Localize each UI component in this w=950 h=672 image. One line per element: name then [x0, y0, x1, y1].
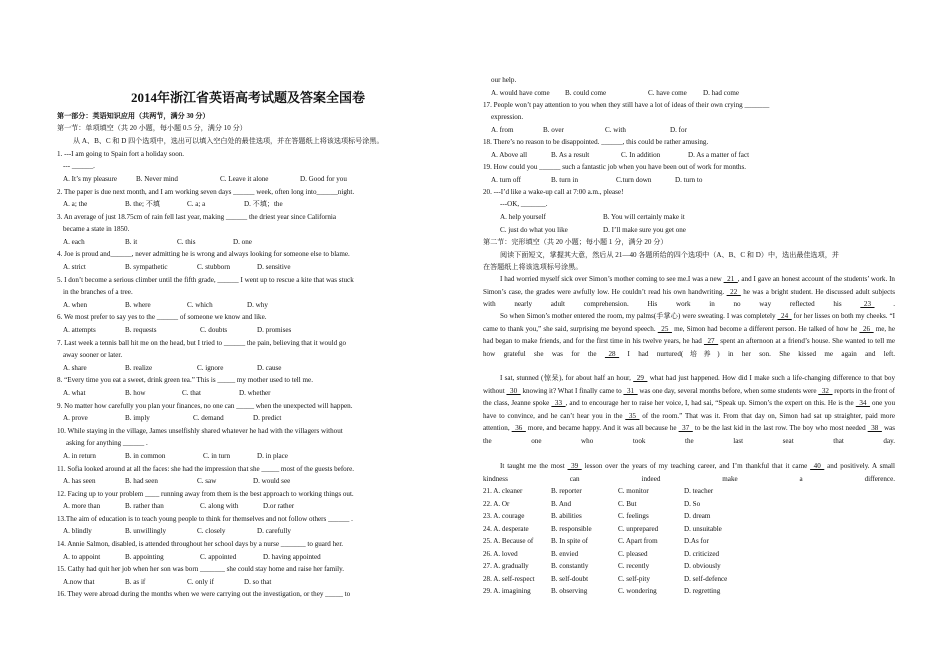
option[interactable]: C. recently — [618, 562, 650, 570]
option[interactable]: C. in turn — [203, 452, 230, 460]
question-17-line2: expression. — [491, 113, 524, 121]
option[interactable]: C. along with — [200, 502, 239, 510]
blank-27[interactable]: 27 — [703, 337, 719, 345]
passage-paragraph-4: It taught me the most 39 lesson over the years of my teaching career, and I’m thankful that it came 40 and positively. A small kindness can indeed make a difference. — [483, 462, 895, 483]
option[interactable]: C. wondering — [618, 587, 657, 595]
blank-32[interactable]: 32 — [818, 386, 833, 395]
question-11: 11. Sofia looked around at all the faces: she had the impression that she _____ most of the guests before. — [57, 465, 355, 473]
question-20: 20. ---I’d like a wake-up call at 7:00 a.m., please! — [483, 188, 624, 196]
option[interactable]: B. could come — [565, 89, 607, 97]
option[interactable]: A. when — [63, 301, 88, 309]
question-10: 10. While staying in the village, James unselfishly shared whatever he had with the villagers without — [57, 427, 343, 435]
option[interactable]: B. abilities — [551, 512, 582, 520]
option[interactable]: C. appointed — [200, 553, 237, 561]
option[interactable]: B. turn in — [551, 176, 578, 184]
option[interactable]: D. turn to — [675, 176, 703, 184]
option[interactable]: C. a; a — [187, 200, 206, 208]
option[interactable]: D. 不填；the — [244, 200, 283, 208]
option[interactable]: C.turn down — [616, 176, 652, 184]
option[interactable]: D. dream — [684, 512, 711, 520]
question-2: 2. The paper is due next month, and I am working seven days ______ week, often long into______night. — [57, 188, 355, 196]
option[interactable]: 27. A. gradually — [483, 562, 529, 570]
section2-instruction-line2: 在答题纸上将该选项标号涂黑。 — [483, 263, 583, 271]
blank-29[interactable]: 29 — [633, 374, 648, 382]
option[interactable]: C. But — [618, 500, 637, 508]
option[interactable]: C. In addition — [621, 151, 661, 159]
option[interactable]: B. had seen — [125, 477, 158, 485]
blank-38[interactable]: 38 — [867, 424, 882, 432]
option[interactable]: C. have come — [648, 89, 687, 97]
question-16-continued: our help. — [491, 76, 517, 84]
question-18: 18. There’s no reason to be disappointed. ______, this could be rather amusing. — [483, 138, 709, 146]
option[interactable]: D. why — [247, 301, 268, 309]
blank-28[interactable]: 28 — [604, 349, 620, 358]
blank-24[interactable]: 24 — [777, 312, 792, 320]
option[interactable]: B. in common — [125, 452, 166, 460]
option[interactable]: C. ignore — [197, 364, 224, 372]
option[interactable]: C. Apart from — [618, 537, 658, 545]
option[interactable]: B. realize — [125, 364, 153, 372]
section2-heading: 第二节：完形填空（共 20 小题；每小题 1 分，满分 20 分） — [483, 238, 668, 246]
blank-34[interactable]: 34 — [855, 399, 870, 407]
question-16: 16. They were abroad during the months when we were carrying out the investigation, or they _____ to — [57, 590, 351, 598]
option[interactable]: D. unsuitable — [684, 525, 722, 533]
question-5-line2: in the branches of a tree. — [63, 288, 133, 296]
option[interactable]: C. with — [605, 126, 626, 134]
question-20-line2: ---OK, _______. — [500, 200, 548, 208]
option[interactable]: C. monitor — [618, 487, 649, 495]
option[interactable]: B. over — [543, 126, 564, 134]
option[interactable]: A. Above all — [491, 151, 528, 159]
option[interactable]: 26. A. loved — [483, 550, 518, 558]
blank-40[interactable]: 40 — [810, 462, 825, 470]
option[interactable]: D. So — [684, 500, 701, 508]
blank-26[interactable]: 26 — [859, 324, 874, 333]
question-3-line2: became a state in 1850. — [63, 225, 130, 233]
option[interactable]: C. doubts — [200, 326, 228, 334]
option[interactable]: C. stubborn — [197, 263, 231, 271]
option[interactable]: A. in return — [63, 452, 96, 460]
question-4: 4. Joe is proud and______, never admitting he is wrong and always looking for someone else to blame. — [57, 250, 350, 258]
option[interactable]: 24. A. desperate — [483, 525, 529, 533]
blank-33[interactable]: 33 — [551, 399, 566, 407]
option[interactable]: B. reporter — [551, 487, 582, 495]
option[interactable]: A. from — [491, 126, 514, 134]
option[interactable]: D. predict — [253, 414, 282, 422]
question-12: 12. Facing up to your problem ____ running away from them is the best approach to working things out. — [57, 490, 354, 498]
blank-31[interactable]: 31 — [623, 386, 638, 395]
option[interactable]: D. As a matter of fact — [688, 151, 750, 159]
option[interactable]: C. only if — [187, 578, 214, 586]
option[interactable]: D. having appointed — [263, 553, 321, 561]
part1-heading: 第一部分：英语知识应用（共两节，满分 30 分） — [57, 112, 210, 120]
option[interactable]: B. Never mind — [136, 175, 178, 183]
option[interactable]: B. it — [125, 238, 138, 246]
option[interactable]: D. so that — [244, 578, 272, 586]
option[interactable]: 29. A. imagining — [483, 587, 531, 595]
option[interactable]: B. where — [125, 301, 151, 309]
option[interactable]: 21. A. cleaner — [483, 487, 523, 495]
option[interactable]: B. envied — [551, 550, 579, 558]
option[interactable]: 28. A. self-respect — [483, 575, 535, 583]
option[interactable]: B. And — [551, 500, 572, 508]
blank-36[interactable]: 36 — [511, 424, 526, 432]
option[interactable]: B. self-doubt — [551, 575, 589, 583]
option[interactable]: 22. A. Or — [483, 500, 510, 508]
option[interactable]: C. saw — [197, 477, 217, 485]
blank-23[interactable]: 23 — [860, 300, 875, 308]
blank-22[interactable]: 22 — [726, 287, 741, 296]
option[interactable]: B. appointing — [125, 553, 164, 561]
option[interactable]: B. how — [125, 389, 146, 397]
section1-instruction: 从 A、B、C 和 D 四个选项中，选出可以填入空白处的最佳选项，并在答题纸上将该选项标号涂黑。 — [73, 137, 384, 145]
option[interactable]: A. a; the — [63, 200, 88, 208]
option[interactable]: D. cause — [257, 364, 282, 372]
option[interactable]: B. As a result — [551, 151, 590, 159]
blank-21[interactable]: 21 — [723, 275, 738, 283]
option[interactable]: D. teacher — [684, 487, 714, 495]
option[interactable]: A. more than — [63, 502, 101, 510]
section1-heading: 第一节：单项填空（共 20 小题，每小题 0.5 分，满分 10 分） — [57, 124, 247, 132]
option[interactable]: D. whether — [239, 389, 271, 397]
option[interactable]: D. one — [233, 238, 252, 246]
option[interactable]: B. You will certainly make it — [603, 213, 685, 221]
question-19: 19. How could you ______ such a fantastic job when you have been out of work for months. — [483, 163, 747, 171]
option[interactable]: C. which — [187, 301, 213, 309]
option[interactable]: B. unwillingly — [125, 527, 166, 535]
option[interactable]: B. requests — [125, 326, 157, 334]
option[interactable]: D. obviously — [684, 562, 721, 570]
option[interactable]: A. share — [63, 364, 87, 372]
option[interactable]: D. for — [670, 126, 687, 134]
option[interactable]: A. It’s my pleasure — [63, 175, 117, 183]
question-17: 17. People won’t pay attention to you when they still have a lot of ideas of their own crying _______ — [483, 101, 770, 109]
option[interactable]: B. constantly — [551, 562, 589, 570]
option[interactable]: C. self-pity — [618, 575, 650, 583]
passage-paragraph-2: So when Simon’s mother entered the room, my palms(手掌心) were sweating. I was completely 24 for her lisses on both my cheeks. “I came to thank you,” she said, surprising me beyond speech. 25 me, Simon had become a different person. He talked of how he 26 me, he had began to make friends, and for the first time in his twelve years, he had 27 spent an afternoon at a friend’s house. She wanted to tell me how grateful she was for the 28 I had nurtured(培养) in her son. She kissed me again and left. — [483, 312, 896, 358]
question-5: 5. I don’t become a serious climber until the fifth grade, ______ I went up to rescue a kite that was stuck — [57, 276, 354, 284]
option[interactable]: C. unprepared — [618, 525, 659, 533]
option[interactable]: B. sympathetic — [125, 263, 168, 271]
page-title: 2014年浙江省英语高考试题及答案全国卷 — [130, 90, 365, 105]
option[interactable]: A. each — [63, 238, 85, 246]
option[interactable]: A. turn off — [491, 176, 522, 184]
option[interactable]: D. in place — [257, 452, 288, 460]
question-3: 3. An average of just 18.75cm of rain fell last year, making ______ the driest year since California — [57, 213, 337, 221]
option[interactable]: A. prove — [63, 414, 88, 422]
question-14: 14. Annie Salmon, disabled, is attended throughout her school days by a nurse _______ to guard her. — [57, 540, 344, 548]
option[interactable]: D. carefully — [257, 527, 291, 535]
option[interactable]: 25. A. Because of — [483, 537, 534, 545]
option[interactable]: C. that — [182, 389, 201, 397]
option[interactable]: B. imply — [125, 414, 150, 422]
option[interactable]: D. sensitive — [257, 263, 291, 271]
option[interactable]: A. strict — [63, 263, 86, 271]
option[interactable]: D.As for — [684, 537, 709, 545]
option[interactable]: C. feelings — [618, 512, 649, 520]
option[interactable]: C. pleased — [618, 550, 648, 558]
blank-37[interactable]: 37 — [678, 424, 693, 432]
option[interactable]: D. self-defence — [684, 575, 728, 583]
option[interactable]: A. what — [63, 389, 86, 397]
option[interactable]: D. had come — [703, 89, 740, 97]
option[interactable]: A. help yourself — [500, 213, 546, 221]
question-7-line2: away sooner or later. — [63, 351, 123, 359]
option[interactable]: B. responsible — [551, 525, 592, 533]
question-8: 8. “Every time you eat a sweet, drink green tea.” This is _____ my mother used to tell me. — [57, 376, 313, 384]
question-1: 1. ---I am going to Spain fort a holiday soon. — [57, 150, 185, 158]
question-7: 7. Last week a tennis ball hit me on the head, but I tried to ______ the pain, believing that it would go — [57, 339, 347, 347]
blank-35[interactable]: 35 — [625, 411, 640, 420]
question-1-line2: --- ______. — [63, 162, 95, 170]
blank-30[interactable]: 30 — [506, 386, 521, 395]
question-13: 13.The aim of education is to teach young people to think for themselves and not follow others ______ . — [57, 515, 353, 523]
option[interactable]: D. I’ll make sure you get one — [603, 226, 686, 234]
passage-paragraph-3: I sat, stunned (惊呆), for about half an hour, 29 what had just happened. How did I make such a life-changing difference to that boy without 30 knowing it? What I finally came to 31 was one day, several months before, when some students were 32 reports in the front of the class, Jeanne spoke 33 , and to encourage her to raise her voice, I, had sai, “Speak up. Simon’s the expert on this. He is the 34 one you have to convince, and he can’t hear you in the 35 of the room.” That was it. From that day on, Simon had sat up straighter, paid more attention, 36 more, and became happy. And it was all because he 37 to be the last kid in the last row. The boy who most needed 38 was the one who took the last seat that day. — [483, 374, 895, 445]
option[interactable]: B. as if — [125, 578, 146, 586]
option[interactable]: C. this — [177, 238, 196, 246]
option[interactable]: A. would have come — [491, 89, 550, 97]
option[interactable]: C. Leave it alone — [220, 175, 269, 183]
option[interactable]: D. Good for you — [300, 175, 347, 183]
option[interactable]: A. blindly — [63, 527, 92, 535]
option[interactable]: D. regretting — [684, 587, 721, 595]
option[interactable]: D.or rather — [263, 502, 295, 510]
question-9: 9. No matter how carefully you plan your finances, no one can _____ when the unexpected will happen. — [57, 402, 353, 410]
question-15: 15. Cathy had quit her job when her son was born _______ she could stay home and raise her family. — [57, 565, 344, 573]
option[interactable]: D. would see — [253, 477, 291, 485]
option[interactable]: A.now that — [63, 578, 95, 586]
question-6: 6. We most prefer to say yes to the ______ of someone we know and like. — [57, 313, 267, 321]
option[interactable]: B. the; 不填 — [125, 200, 160, 208]
option[interactable]: A. attempts — [63, 326, 96, 334]
option[interactable]: B. rather than — [125, 502, 164, 510]
question-10-line2: asking for anything ______ . — [66, 439, 148, 447]
option[interactable]: B. observing — [551, 587, 588, 595]
option[interactable]: A. has seen — [63, 477, 96, 485]
option[interactable]: D. promises — [257, 326, 292, 334]
option[interactable]: C. closely — [197, 527, 226, 535]
option[interactable]: 23. A. courage — [483, 512, 525, 520]
option[interactable]: C. just do what you like — [500, 226, 568, 234]
option[interactable]: C. demand — [193, 414, 224, 422]
option[interactable]: D. criticized — [684, 550, 720, 558]
option[interactable]: A. to appoint — [63, 553, 101, 561]
blank-25[interactable]: 25 — [657, 324, 672, 333]
blank-39[interactable]: 39 — [567, 462, 582, 470]
option[interactable]: B. In spite of — [551, 537, 589, 545]
section2-instruction: 阅读下面短文，掌握其大意，然后从 21—40 各题所给的四个选项中（A、B、C 和 D）中，选出最佳选项，并 — [500, 251, 839, 259]
passage-paragraph-1: I had worried myself sick over Simon’s mother coming to see me.I was a new 21 , and I gave an honest account of the students’ work. In Simon’s case, the grades were awfully low. He couldn’t read his own handwriting. 22 he was a bright student. He discussed adult subjects with nearly adult comprehension. His work in no way reflected his 23 . — [483, 275, 896, 308]
